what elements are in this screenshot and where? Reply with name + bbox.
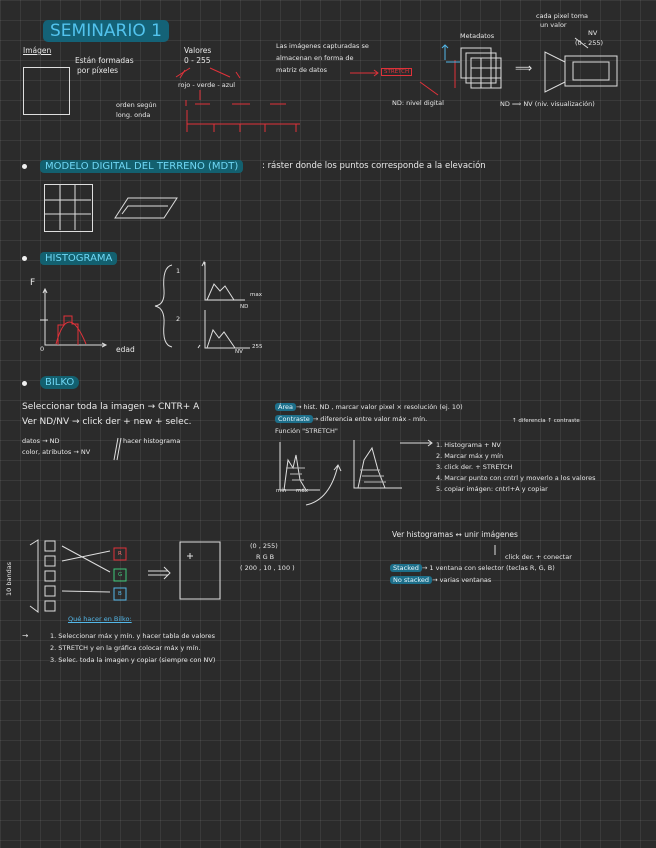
cada-pixel-1: cada pixel toma xyxy=(536,12,589,20)
page-title: SEMINARIO 1 xyxy=(43,20,169,42)
nd-nv-text: ND ⟹ NV (niv. visualización) xyxy=(500,100,595,108)
paso-2: 2. STRETCH y en la gráfica colocar máx y mín. xyxy=(50,644,201,652)
double-bar xyxy=(114,438,121,460)
area-tag: Área xyxy=(275,403,296,411)
bilko-curve-arrow xyxy=(306,465,341,505)
capturadas-3: matriz de datos xyxy=(276,66,328,74)
rgb-red-marks xyxy=(176,68,438,132)
g-box xyxy=(114,569,126,581)
max-label-2: máx xyxy=(296,488,308,494)
num-1: 1 xyxy=(176,267,181,275)
metadata-cube xyxy=(461,48,501,88)
mdt-text: : ráster donde los puntos corresponde a la elevación xyxy=(262,161,486,171)
formadas-2: por píxeles xyxy=(77,66,119,75)
que-hacer-label: Qué hacer en Bilko: xyxy=(68,615,132,623)
nostacked-tag: No stacked xyxy=(390,576,432,584)
r-box xyxy=(114,548,126,560)
histograma-header: HISTOGRAMA xyxy=(40,252,117,265)
contraste-tag: Contraste xyxy=(275,415,313,423)
bands-arrow xyxy=(148,567,170,579)
bilko-line-1: Seleccionar toda la imagen → CNTR+ A xyxy=(22,402,200,412)
composite-image xyxy=(180,542,220,599)
step-3: 3. click der. + STRETCH xyxy=(436,463,513,471)
nd-label: ND xyxy=(240,304,249,310)
valores-label: Valores xyxy=(184,46,212,55)
step-5: 5. copiar imágen: cntrl+A y copiar xyxy=(436,485,548,493)
nv-range: (0 - 255) xyxy=(575,39,604,47)
hist-right-2 xyxy=(205,310,250,348)
stacked-text: → 1 ventana con selector (teclas R, G, B) xyxy=(421,564,555,572)
orden-2: long. onda xyxy=(116,111,151,119)
paso-1: 1. Seleccionar máx y mín. y hacer tabla de valores xyxy=(50,632,216,640)
funcion-stretch: Función "STRETCH" xyxy=(275,427,338,435)
rgb-values: ( 200 , 10 , 100 ) xyxy=(240,564,295,572)
implies-arrow: ⟹ xyxy=(515,61,533,75)
cada-pixel-2: un valor xyxy=(540,21,567,29)
mdt-terrain xyxy=(115,198,177,218)
b-box xyxy=(114,588,126,600)
step-1: 1. Histograma + NV xyxy=(436,441,501,449)
metadatos-label: Metadatos xyxy=(460,32,495,40)
nv-label-hist: NV xyxy=(235,349,243,355)
stacked-tag: Stacked xyxy=(390,564,422,572)
diferencia-text: ↑ diferencia ↑ contraste xyxy=(512,418,580,424)
bands-lines xyxy=(62,546,110,592)
orden-1: orden según xyxy=(116,101,157,109)
num-2: 2 xyxy=(176,315,181,323)
range-label: (0 , 255) xyxy=(250,542,278,550)
datos-text: datos → ND xyxy=(22,437,60,445)
formadas-1: Están formadas xyxy=(75,56,134,65)
stretch-tag: STRETCH xyxy=(381,68,412,76)
capturadas-1: Las imágenes capturadas se xyxy=(276,42,369,50)
mdt-header: MODELO DIGITAL DEL TERRENO (MDT) xyxy=(40,160,243,173)
pasos-arrow: → xyxy=(22,631,29,640)
nd-nivel: ND: nivel digital xyxy=(392,99,444,107)
v255-label: 255 xyxy=(252,344,263,350)
edad-label: edad xyxy=(116,345,135,354)
click-conectar: click der. + conectar xyxy=(505,553,572,561)
f-axis-label: F xyxy=(30,278,36,288)
paso-3: 3. Selec. toda la imagen y copiar (siempre con NV) xyxy=(50,656,216,664)
brace xyxy=(155,265,172,347)
bilko-hist-1 xyxy=(280,442,320,490)
bilko-line-2: Ver ND/NV → click der + new + selec. xyxy=(22,417,192,427)
camera-drawing xyxy=(545,52,617,92)
hist-right-1 xyxy=(205,262,245,300)
b-label: B xyxy=(118,591,122,597)
bands-squares xyxy=(45,541,55,611)
min-label: mín xyxy=(276,488,287,494)
contraste-text: → diferencia entre valor máx - mín. xyxy=(312,415,428,423)
hacer-hist: hacer histograma xyxy=(123,437,181,445)
rgb-text: rojo - verde - azul xyxy=(178,81,236,89)
step-4: 4. Marcar punto con cntrl y moverlo a los valores xyxy=(436,474,596,482)
g-label: G xyxy=(118,572,123,578)
max-label: max xyxy=(250,292,262,298)
zero-label: 0 xyxy=(40,345,45,353)
nostacked-text: → varias ventanas xyxy=(432,576,492,584)
mdt-grid-lines xyxy=(44,184,91,230)
bandas-label: 10 bandas xyxy=(5,561,13,596)
color-text: color, atributos → NV xyxy=(22,448,91,456)
imagen-label: Imágen xyxy=(23,46,52,55)
bilko-hist-2 xyxy=(354,440,402,488)
valores-range: 0 - 255 xyxy=(184,56,211,65)
step-2: 2. Marcar máx y mín xyxy=(436,452,504,460)
rgb-values-header: R G B xyxy=(256,553,275,561)
bilko-header: BILKO xyxy=(40,376,79,389)
nv-label: NV xyxy=(588,29,598,37)
r-label: R xyxy=(118,551,122,557)
ver-histogramas: Ver histogramas ↔ unir imágenes xyxy=(392,530,518,539)
hist-axes xyxy=(43,289,106,347)
capturadas-2: almacenan en forma de xyxy=(276,54,354,62)
hist-bars xyxy=(56,316,86,345)
area-text: → hist. ND , marcar valor pixel × resolución (ej. 10) xyxy=(295,403,463,411)
